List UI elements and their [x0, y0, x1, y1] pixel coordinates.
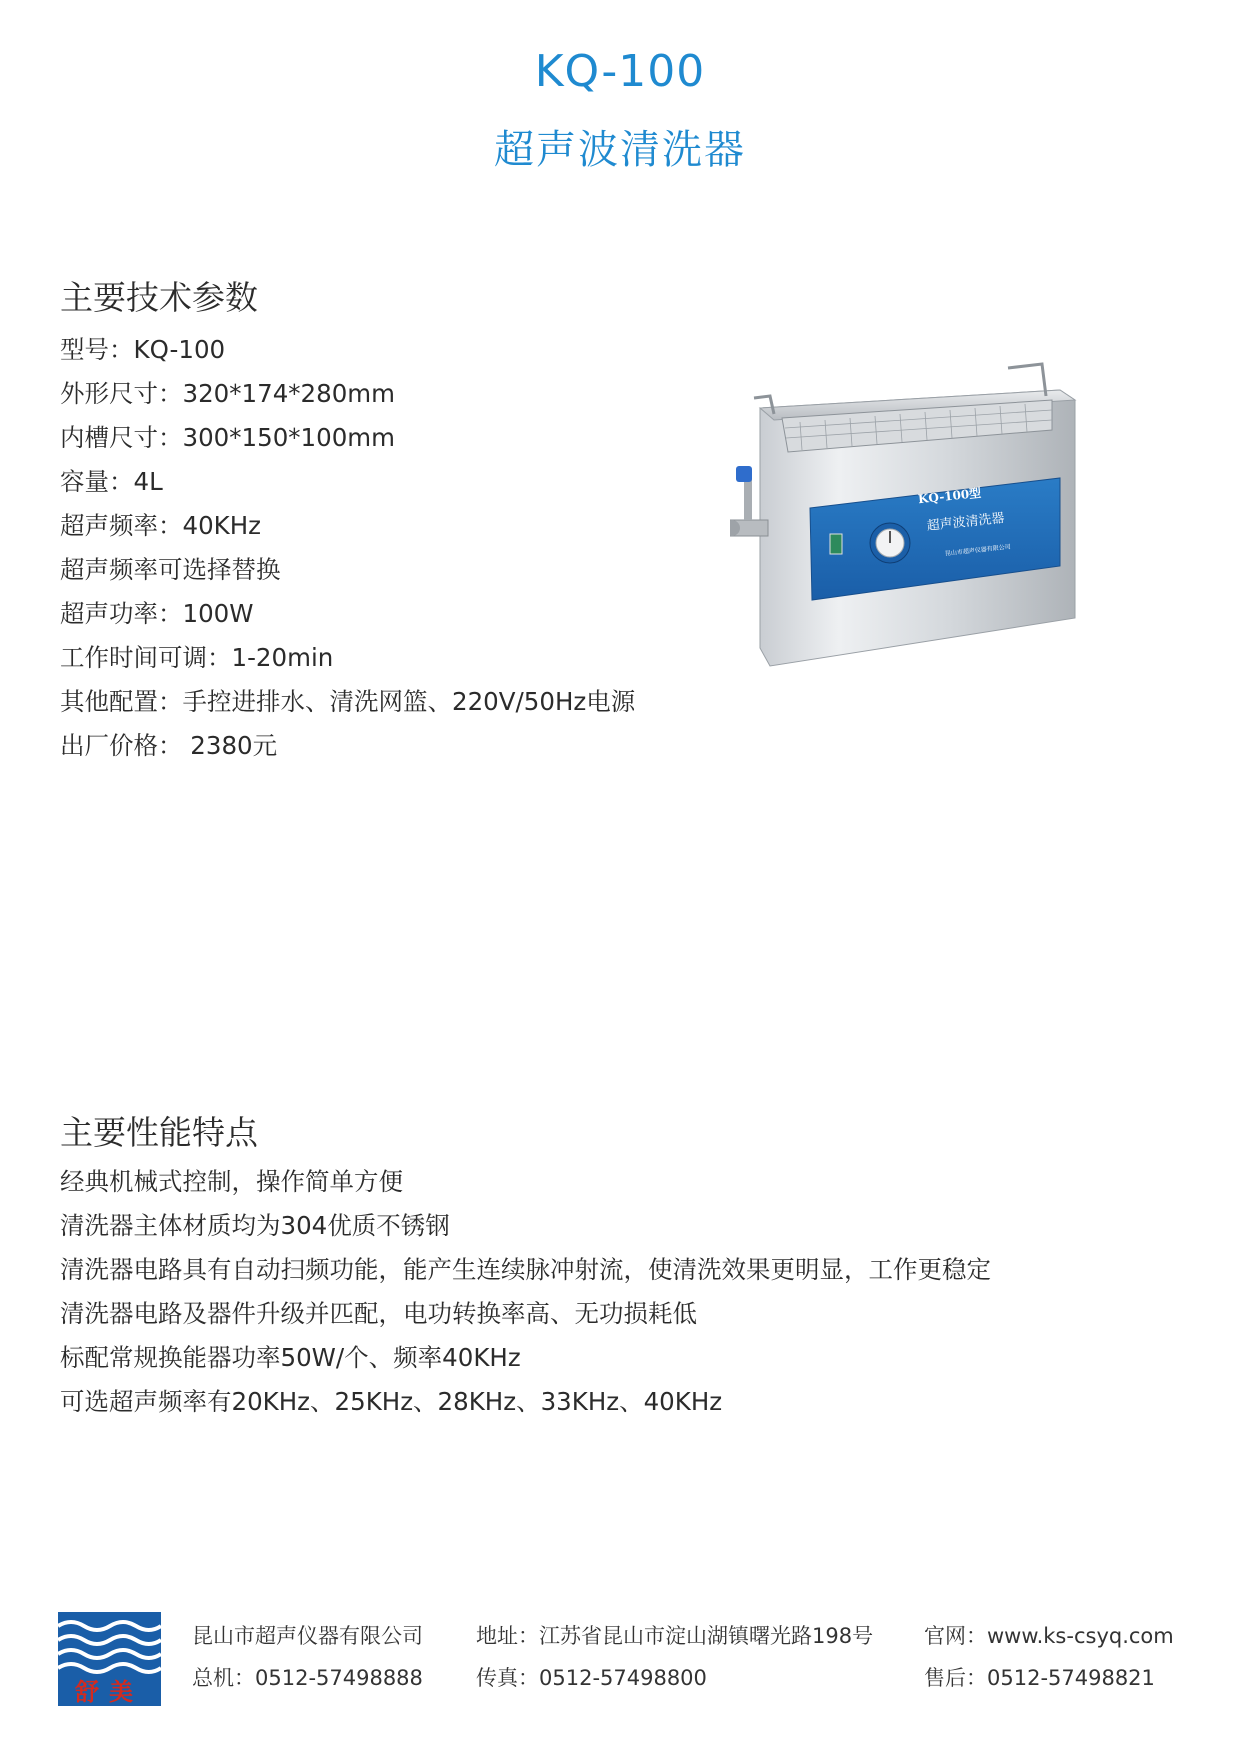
spec-item-capacity: 容量：4L [60, 467, 163, 496]
feature-list [60, 1160, 991, 1424]
panel-name-label: 超声波清洗器 [926, 510, 1006, 535]
spec-item-config: 其他配置：手控进排水、清洗网篮、220V/50Hz电源 [60, 687, 636, 716]
feature-item: 清洗器电路具有自动扫频功能，能产生连续脉冲射流，使清洗效果更明显，工作更稳定 [60, 1255, 991, 1284]
spec-item-timer: 工作时间可调：1-20min [60, 643, 334, 672]
power-switch [830, 534, 842, 554]
footer-company-column [192, 1615, 423, 1699]
svg-text:舒美: 舒美 [75, 1678, 143, 1706]
page-title-model: KQ-100 [534, 46, 706, 97]
feature-item: 清洗器电路及器件升级并匹配，电功转换率高、无功损耗低 [60, 1299, 697, 1328]
footer-after-sales: 售后：0512-57498821 [924, 1666, 1155, 1690]
footer-address-column [476, 1615, 873, 1699]
valve-handle [736, 466, 752, 482]
footer-company-name: 昆山市超声仪器有限公司 [192, 1624, 423, 1648]
panel-model-label: KQ-100型 [917, 485, 982, 507]
spec-item-power: 超声功率：100W [60, 599, 254, 628]
specs-section-title: 主要技术参数 [60, 278, 258, 317]
spec-item-outer-size: 外形尺寸：320*174*280mm [60, 379, 396, 408]
feature-item: 可选超声频率有20KHz、25KHz、28KHz、33KHz、40KHz [60, 1387, 723, 1416]
footer-web-column [924, 1615, 1174, 1699]
footer-phone: 总机：0512-57498888 [192, 1666, 423, 1690]
feature-item: 标配常规换能器功率50W/个、频率40KHz [60, 1343, 521, 1372]
panel-maker-label: 昆山市超声仪器有限公司 [944, 543, 1012, 558]
spec-item-price: 出厂价格： 2380元 [60, 731, 278, 760]
spec-item-inner-size: 内槽尺寸：300*150*100mm [60, 423, 396, 452]
footer-address: 地址：江苏省昆山市淀山湖镇曙光路198号 [476, 1624, 874, 1648]
spec-item-model: 型号：KQ-100 [60, 335, 226, 364]
ultrasonic-cleaner-image [730, 348, 1100, 668]
page-title-name: 超声波清洗器 [494, 127, 746, 173]
spec-item-frequency: 超声频率：40KHz [60, 511, 262, 540]
spec-item-frequency-option: 超声频率可选择替换 [60, 555, 281, 584]
footer-website: 官网：www.ks-csyq.com [924, 1624, 1174, 1648]
feature-item: 经典机械式控制，操作简单方便 [60, 1167, 403, 1196]
spec-list [60, 328, 635, 768]
footer-fax: 传真：0512-57498800 [476, 1666, 707, 1690]
features-section-title: 主要性能特点 [60, 1113, 258, 1152]
company-logo [58, 1612, 161, 1706]
feature-item: 清洗器主体材质均为304优质不锈钢 [60, 1211, 450, 1240]
